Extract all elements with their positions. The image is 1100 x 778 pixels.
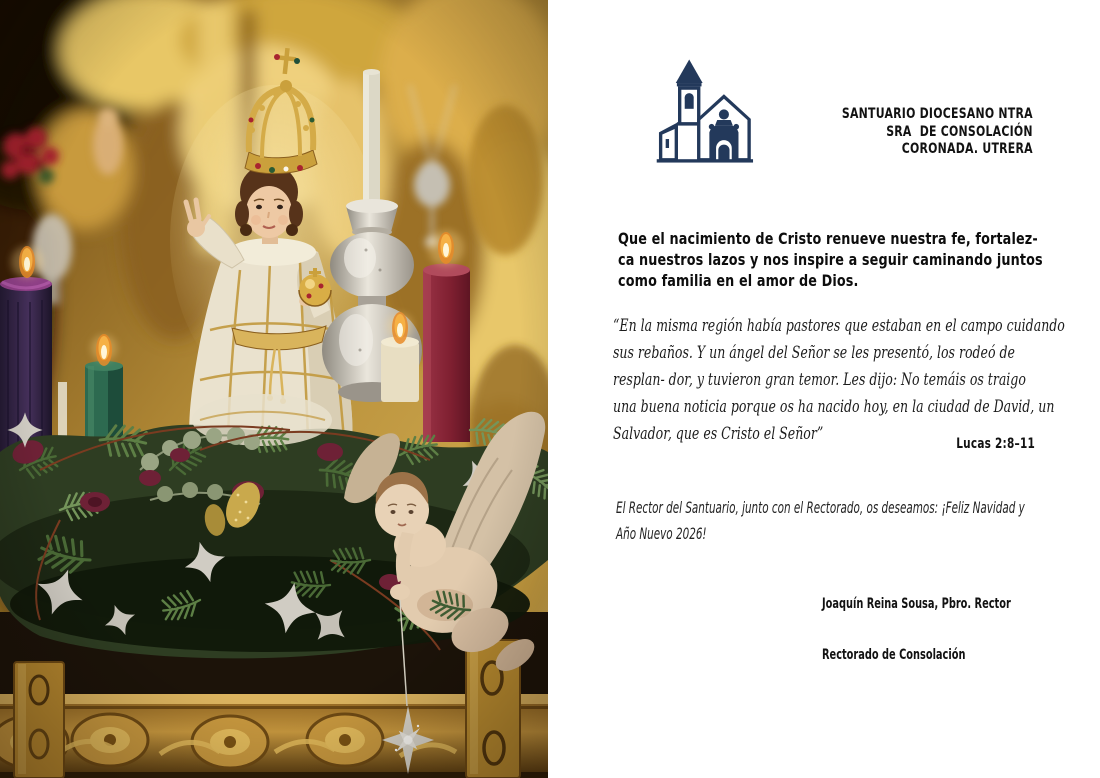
org-name-line: SRA DE CONSOLACIÓN [886, 123, 1033, 140]
quote-line: “En la misma región había pastores que estaban en el campo cuidando [613, 316, 1065, 335]
photo-vignette [0, 0, 548, 778]
greeting-line: El Rector del Santuario, junto con el Rectorado, os deseamos: ¡Feliz Navidad y [616, 498, 1025, 517]
org-name [842, 106, 1033, 159]
message-line: ca nuestros lazos y nos inspire a seguir caminando juntos [618, 250, 1043, 269]
quote-reference: Lucas 2:8–11 [956, 436, 1035, 452]
signature-line: Joaquín Reina Sousa, Pbro. Rector [822, 596, 1011, 612]
church-icon [650, 58, 762, 182]
greeting-line: Año Nuevo 2026! [616, 524, 707, 543]
message-line: como familia en el amor de Dios. [618, 271, 859, 290]
org-name-line: SANTUARIO DIOCESANO NTRA [842, 106, 1033, 122]
quote-line: Salvador, que es Cristo el Señor” [613, 424, 824, 443]
rector-greeting [616, 495, 1058, 547]
christmas-message [618, 228, 1082, 291]
church-icon-shape [657, 60, 753, 163]
quote-line: una buena noticia porque os ha nacido hoy, en la ciudad de David, un [613, 397, 1055, 416]
bible-quote [613, 312, 1084, 447]
altar-photo [0, 0, 548, 778]
quote-line: resplan- dor, y tuvieron gran temor. Les dijo: No temáis os traigo [613, 370, 1026, 389]
signature [822, 562, 1011, 698]
org-name-line: CORONADA. UTRERA [901, 141, 1033, 157]
quote-line: sus rebaños. Y un ángel del Señor se les presentó, los rodeó de [613, 343, 1015, 362]
signature-line: Rectorado de Consolación [822, 647, 966, 663]
message-line: Que el nacimiento de Cristo renueve nuestra fe, fortalez- [618, 229, 1038, 248]
